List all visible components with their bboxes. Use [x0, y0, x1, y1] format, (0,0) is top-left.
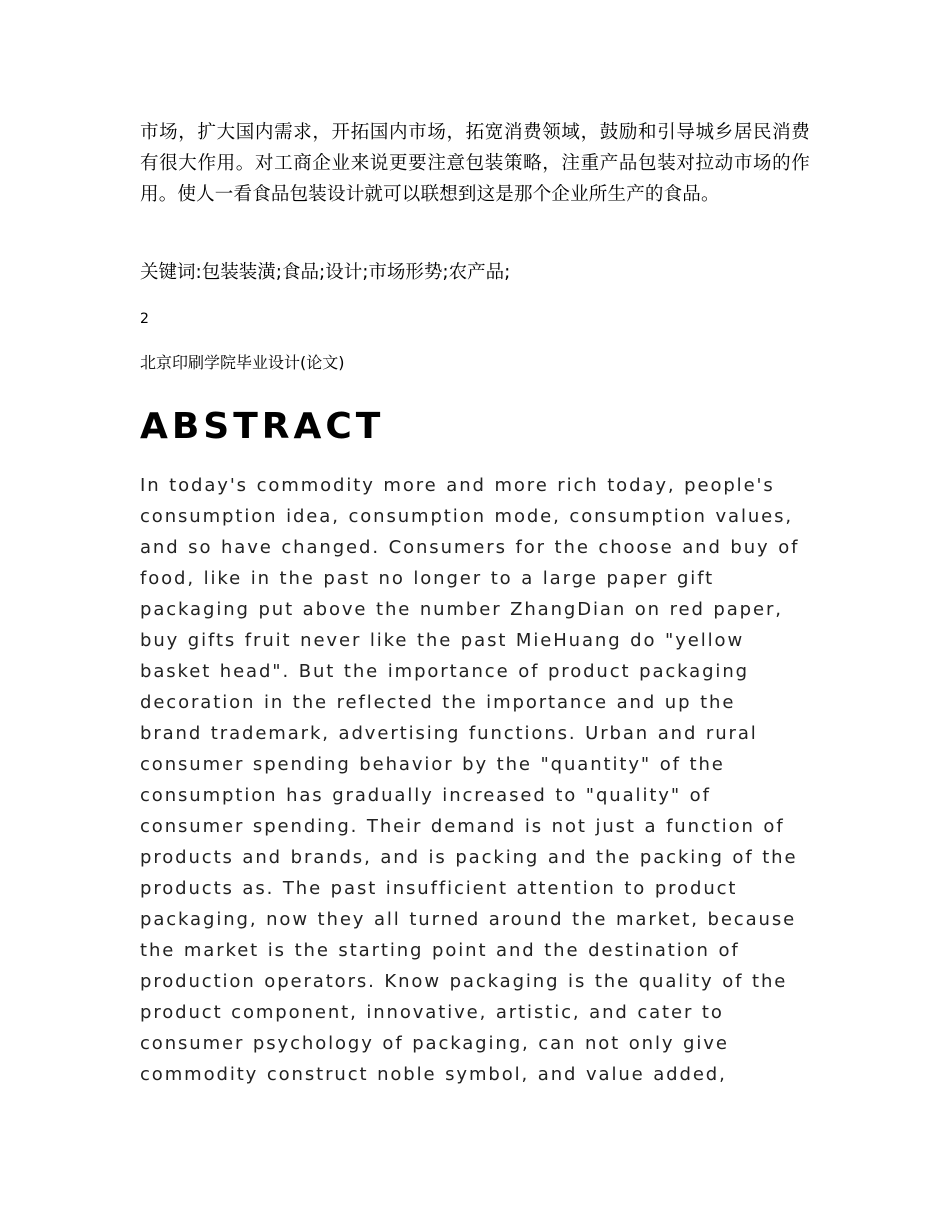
page-number: 2 [140, 311, 149, 327]
abstract-body-paragraph: In today's commodity more and more rich today, people's consumption idea, consumption mode, consumption values, and so have changed. Consumers for the choose and buy of food, like in the past no longer to a large paper gift packaging put above the number ZhangDian on red paper, buy gifts fruit never like the past MieHuang do "yellow basket head". But the importance of product packaging decoration in the reflected the importance and up the brand trademark, advertising functions. Urban and rural consumer spending behavior by the "quantity" of the consumption has gradually increased to "quality" of consumer spending. Their demand is not just a function of products and brands, and is packing and the packing of the products as. The past insufficient attention to product packaging, now they all turned around the market, because the market is the starting point and the destination of production operators. Know packaging is the quality of the product component, innovative, artistic, and cater to consumer psychology of packaging, can not only give commodity construct noble symbol, and value added, [140, 475, 800, 1085]
chinese-body-paragraph: 市场，扩大国内需求，开拓国内市场，拓宽消费领域，鼓励和引导城乡居民消费有很大作用。对工商企业来说更要注意包装策略，注重产品包装对拉动市场的作用。使人一看食品包装设计就可以联想到这是那个企业所生产的食品。 [140, 122, 810, 205]
running-header: 北京印刷学院毕业设计(论文) [140, 353, 345, 372]
keywords-line: 关键词:包装装潢;食品;设计;市场形势;农产品; [140, 262, 511, 283]
abstract-heading: ABSTRACT [140, 406, 385, 447]
